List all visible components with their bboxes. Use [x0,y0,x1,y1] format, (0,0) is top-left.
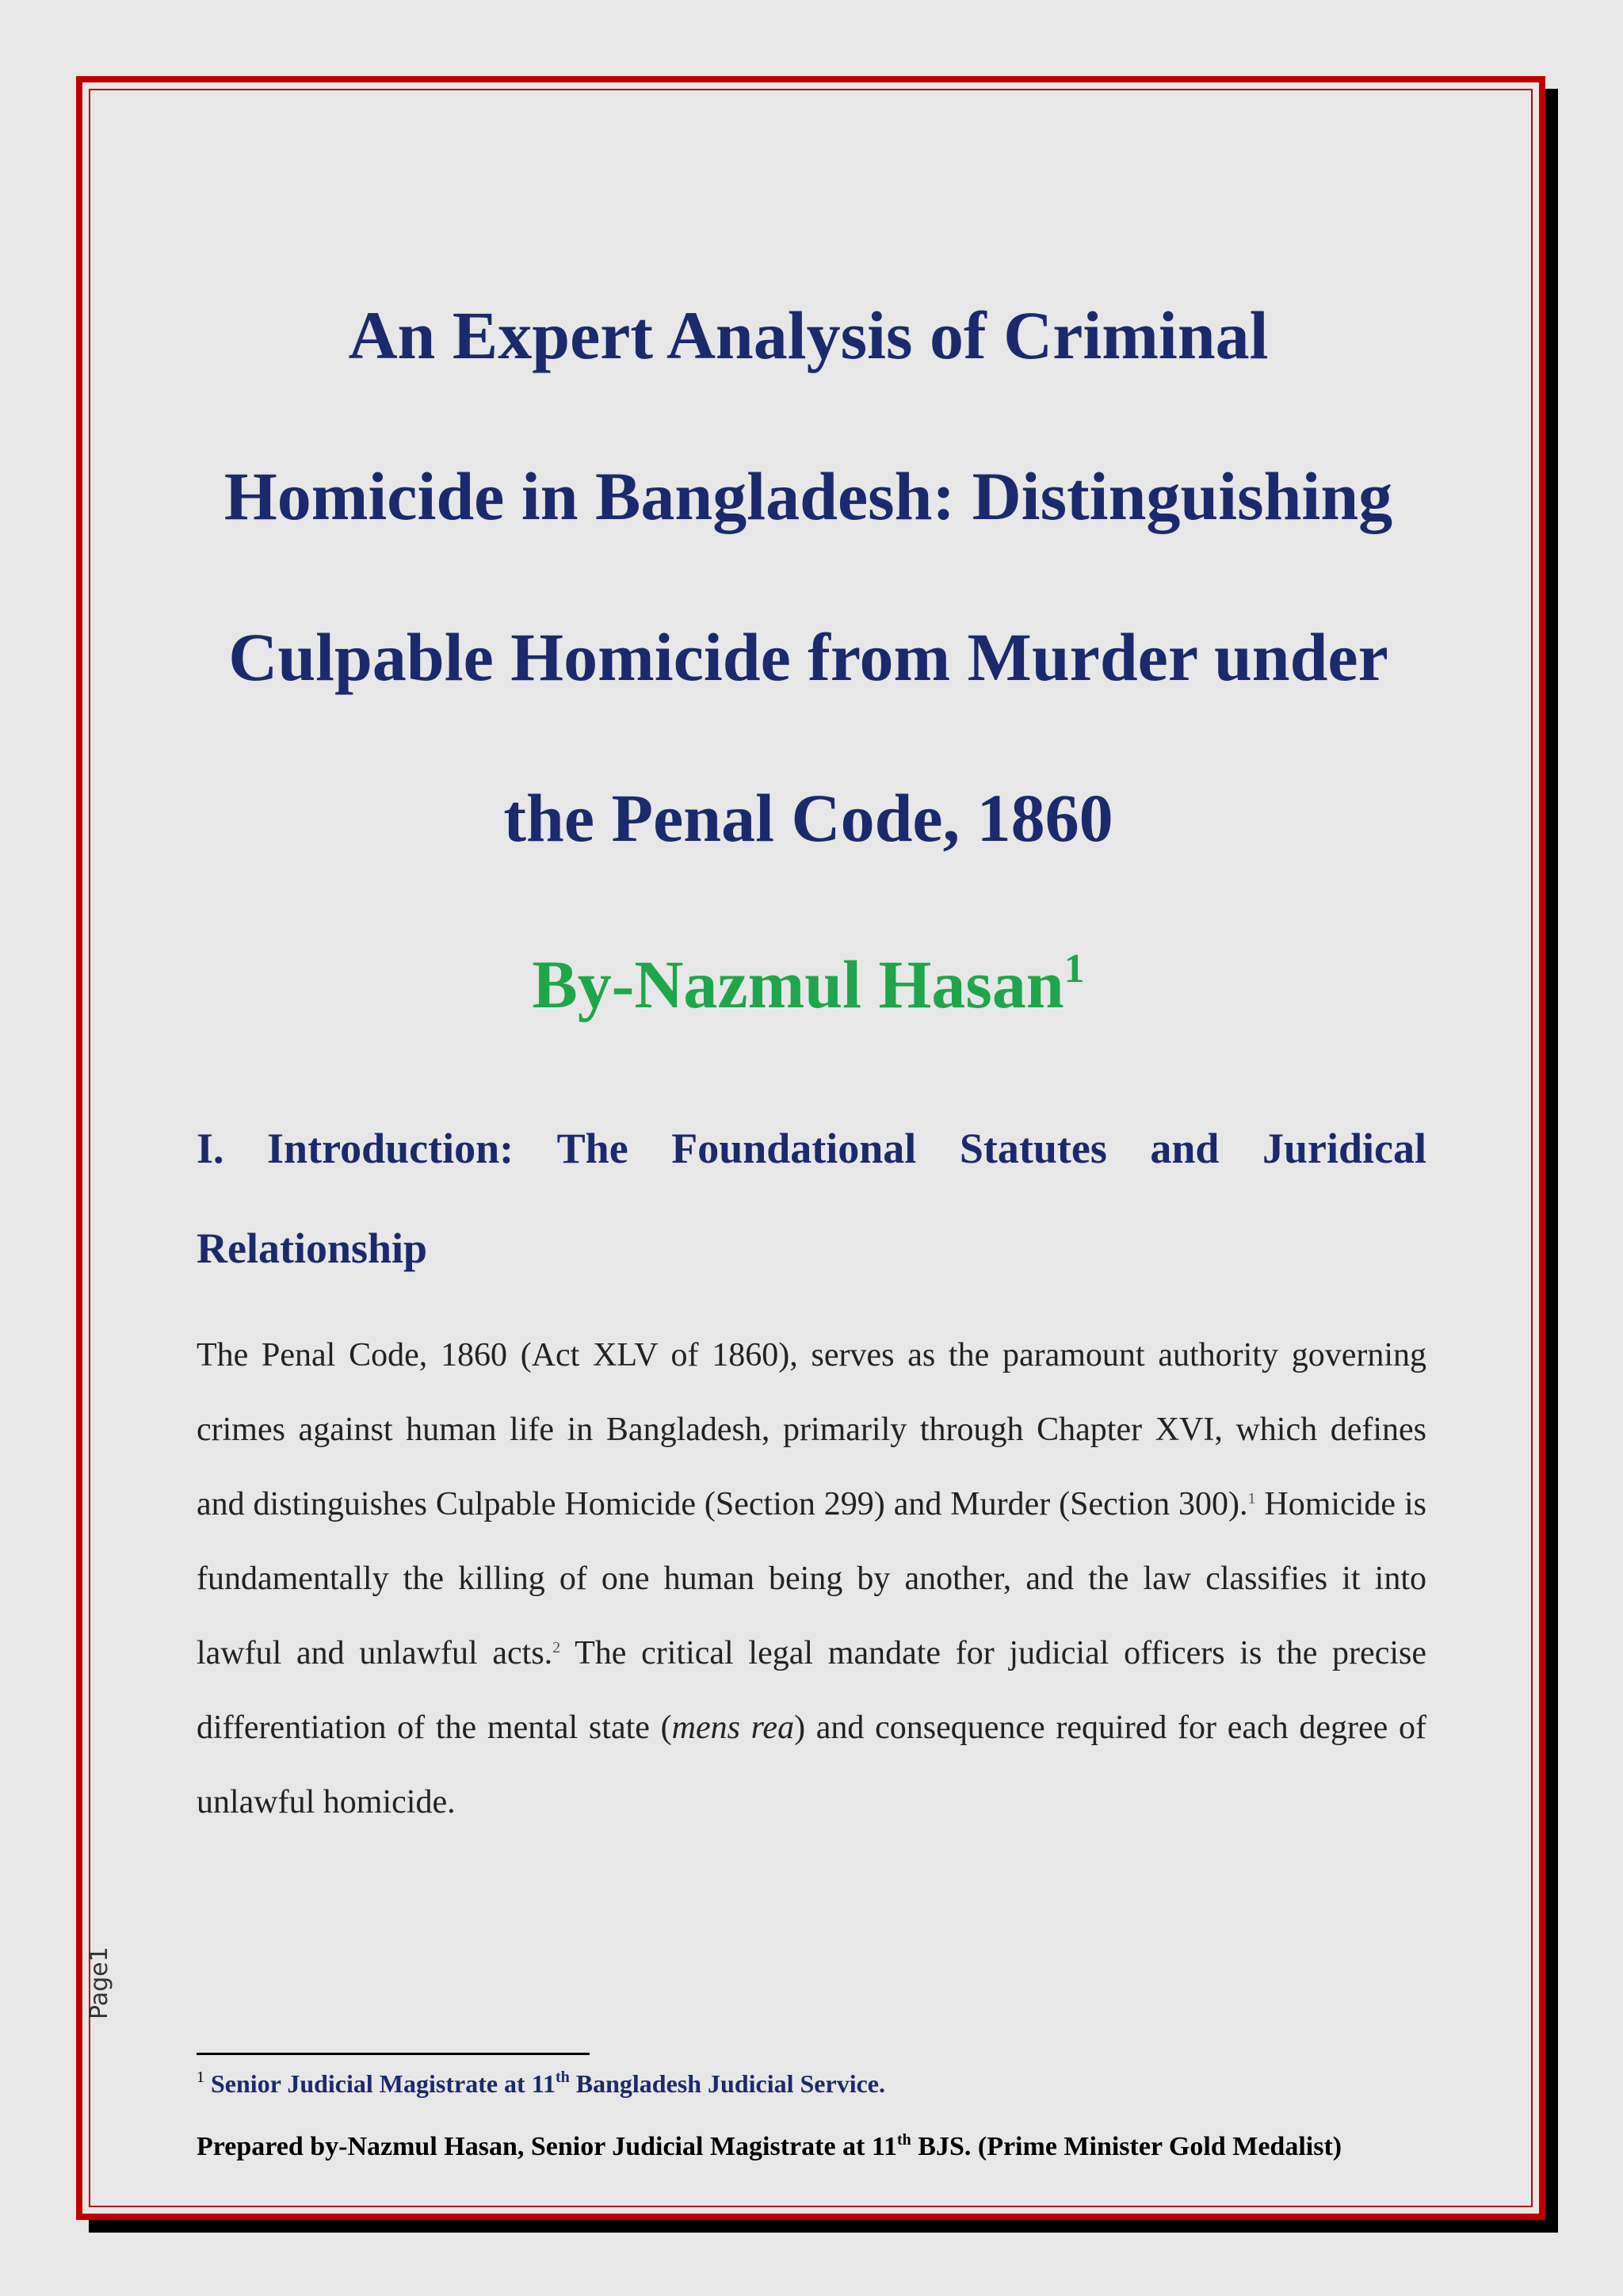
paragraph-text-1: The Penal Code, 1860 (Act XLV of 1860), serves as the paramount authority governing crimes against human life in Bangladesh, primarily through Chapter XVI, which defines and distinguishes Culpable Homicide (Section 299) and Murder (Section 300). [197,1337,1426,1522]
paragraph-text-4: ) and consequence required for each degree of unlawful homicide. [197,1710,1427,1820]
author-name: By-Nazmul Hasan [532,946,1064,1022]
prepared-ordinal: th [896,2131,911,2149]
footnote-ref-1: 1 [1247,1490,1256,1507]
page-number-label: Page1 [86,1946,113,2019]
paragraph-text-2: Homicide is fundamentally the killing of one human being by another, and the law classifies it into lawful and unlawful acts. [197,1486,1426,1671]
footnote-ordinal: th [555,2069,570,2086]
heading-word: The [556,1125,628,1172]
intro-paragraph [197,1318,1426,1839]
paragraph-italic-term: mens rea [671,1710,795,1746]
heading-word: I. [197,1125,224,1172]
section-heading [197,1098,1426,1298]
footnote-text-1: Senior Judicial Magistrate at 11 [211,2069,556,2098]
heading-word: Foundational [671,1125,917,1172]
prepared-text-1: Prepared by-Nazmul Hasan, Senior Judicial Magistrate at 11 [197,2132,897,2161]
author-footnote-ref: 1 [1064,946,1085,991]
footnote-ref-2: 2 [552,1639,561,1656]
heading-word: Statutes [959,1125,1107,1172]
prepared-by-footer [197,2127,1433,2167]
heading-word: and [1150,1125,1220,1172]
footnote-marker: 1 [197,2069,204,2086]
document-title [190,255,1426,899]
footnote-text-2: Bangladesh Judicial Service. [569,2069,885,2098]
paragraph-text-3: The critical legal mandate for judicial officers is the precise differentiation of the mental state ( [197,1635,1426,1746]
title-line-4: the Penal Code, 1860 [503,780,1113,856]
section-heading-line-2: Relationship [197,1224,428,1272]
footnote [197,2064,1433,2103]
section-heading-line-1 [197,1098,1426,1198]
title-line-3: Culpable Homicide from Murder under [228,619,1388,695]
title-line-1: An Expert Analysis of Criminal [348,297,1269,373]
prepared-text-2: BJS. (Prime Minister Gold Medalist) [911,2132,1342,2161]
author-byline [190,937,1426,1032]
footnote-separator [197,2053,590,2055]
title-line-2: Homicide in Bangladesh: Distinguishing [223,458,1393,534]
heading-word: Juridical [1262,1125,1426,1172]
heading-word: Introduction: [267,1125,514,1172]
